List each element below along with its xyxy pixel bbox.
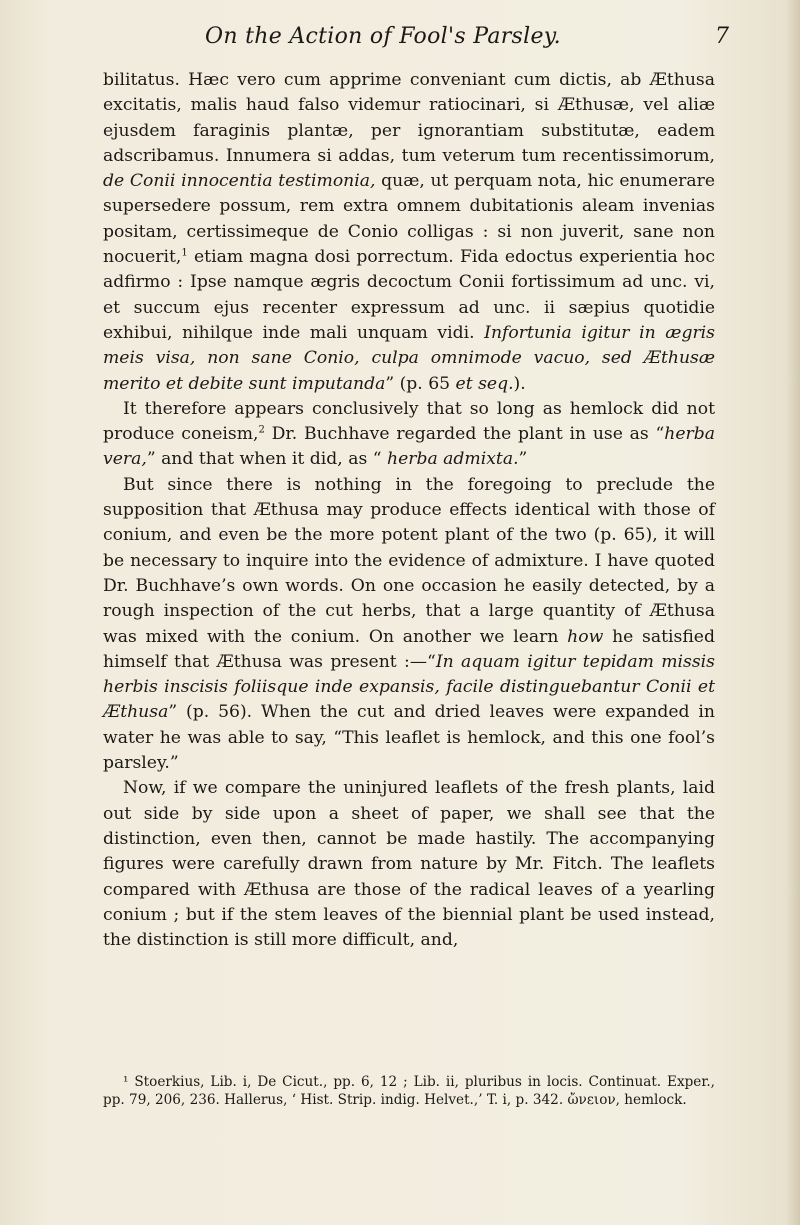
paragraph <box>103 776 715 953</box>
text-run: ” (p. 65 <box>385 373 456 394</box>
italic-text: herba admixta. <box>387 449 519 470</box>
text-run: Dr. Buchhave regarded the plant in use as “ <box>264 424 665 445</box>
text-run: bilitatus. Hæc vero cum apprime conveniant cum dictis, ab Æthusa excitatis, malis haud falso videmur ratiocinari, si Æthusæ, vel aliæ ejusdem faraginis plantæ, per ignorantiam substitutæ, eadem adscribamus. Innumera si addas, tum veterum tum recentissimorum, <box>103 70 715 166</box>
text-run: Now, if we compare the uninjured leaflets of the fresh plants, laid out side by side upon a sheet of paper, we shall see that the distinction, even then, cannot be made hastily. The accompanying figures were carefully drawn from nature by Mr. Fitch. The leaflets compared with Æthusa are those of the radical leaves of a yearling conium ; but if the stem leaves of the biennial plant be used instead, the distinction is still more difficult, and, <box>103 778 715 951</box>
page-header <box>195 24 729 60</box>
footnotes <box>103 1074 715 1109</box>
text-run: But since there is nothing in the foregoing to preclude the supposition that Æthusa may produce effects identical with those of conium, and even be the more potent plant of the two (p. 65), it will be necessary to inquire into the evidence of admixture. I have quoted Dr. Buchhave’s own words. On one occasion he easily detected, by a rough inspection of the cut herbs, that a large quantity of Æthusa was mixed with the conium. On another we learn <box>103 474 715 647</box>
italic-text: how <box>567 626 604 647</box>
page-number: 7 <box>715 24 729 49</box>
text-run: he satisfied himself that Æthusa was present :—“ <box>103 626 715 672</box>
text-run: ” <box>518 449 528 470</box>
italic-text: herba vera, <box>103 424 715 470</box>
paragraph <box>103 473 715 777</box>
text-run: ” and that when it did, as “ <box>146 449 388 470</box>
italic-text: de Conii innocentia testimonia, <box>103 171 376 192</box>
italic-text: In aquam igitur tepidam missis herbis inscisis foliisque inde expansis, facile distinguebantur Conii et Æthusa <box>103 651 715 723</box>
scan-edge-shadow <box>786 0 800 1225</box>
text-run: ). <box>513 373 526 394</box>
footnote-ref: 1 <box>181 247 188 259</box>
text-run: It therefore appears conclusively that so long as hemlock did not produce coneism, <box>103 398 715 445</box>
footnote: ¹ Stoerkius, Lib. i, De Cicut., pp. 6, 12 ; Lib. ii, pluribus in locis. Continuat. Exper., pp. 79, 206, 236. Hallerus, ‘ Hist. Strip. indig. Helvet.,’ T. i, p. 342. ὤνειον, hemlock. <box>103 1074 715 1108</box>
text-run: etiam magna dosi porrectum. Fida edoctus experientia hoc adfirmo : Ipse namque ægris decoctum Conii fortissimum ad unc. vi, et succum ejus recenter expressum ad unc. ii sæpius quotidie exhibui, nihilque inde mali unquam vidi. <box>103 247 715 343</box>
body-text <box>103 68 715 953</box>
text-run: ” (p. 56). When the cut and dried leaves were expanded in water he was able to say, “This leaflet is hemlock, and this one fool’s parsley.” <box>103 702 715 774</box>
paragraph <box>103 68 715 397</box>
text-run: quæ, ut perquam nota, hic enumerare supersedere possum, rem extra omnem dubitationis aleam invenias positam, certissimeque de Conio colligas : si non juverit, sane non nocuerit, <box>103 171 715 268</box>
footnote-ref: 2 <box>258 424 265 436</box>
italic-text: et seq. <box>455 373 514 394</box>
paragraph <box>103 397 715 473</box>
italic-text: Infortunia igitur in ægris meis visa, non sane Conio, culpa omnimode vacuo, sed Æthusæ merito et debite sunt imputanda <box>103 322 715 394</box>
running-title: On the Action of Fool's Parsley. <box>205 24 561 49</box>
